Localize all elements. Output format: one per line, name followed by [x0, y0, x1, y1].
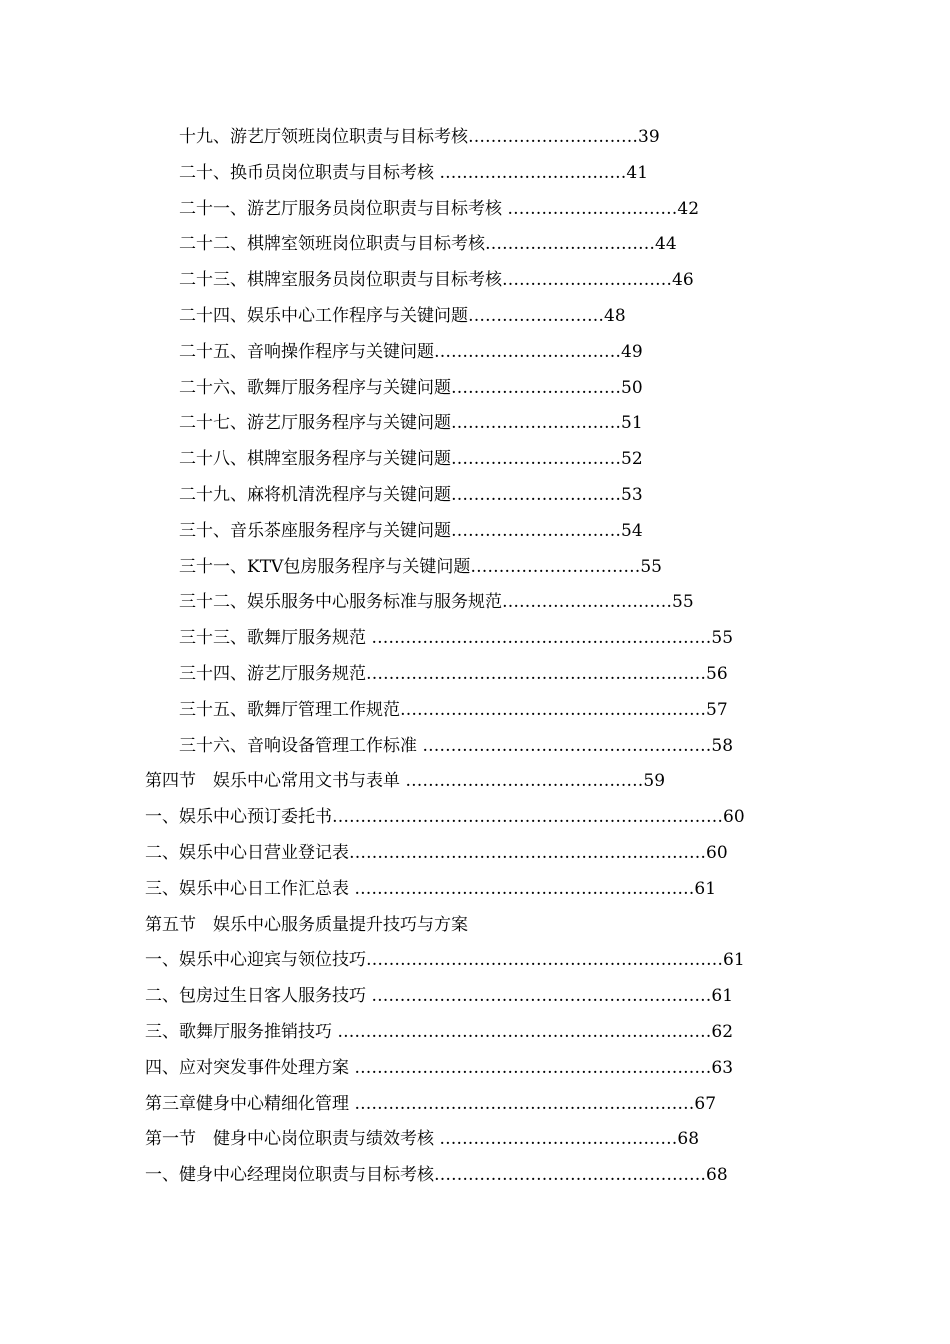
toc-entry — [0, 943, 950, 979]
toc-entry-text: 第五节 娱乐中心服务质量提升技巧与方案 — [145, 914, 468, 935]
toc-entry-text: 三十六、音响设备管理工作标准 ……………………………………………58 — [179, 735, 734, 756]
toc-entry-text: 第三章健身中心精细化管理 ……………………………………………………67 — [145, 1093, 717, 1114]
toc-entry — [0, 979, 950, 1015]
toc-entry-text: 二十七、游艺厅服务程序与关键问题…………………………51 — [179, 413, 643, 434]
toc-entry-text: 三十三、歌舞厅服务规范 ……………………………………………………55 — [179, 628, 734, 649]
toc-entry-text: 三十五、歌舞厅管理工作规范………………………………………………57 — [179, 699, 728, 720]
toc-entry-text: 二十六、歌舞厅服务程序与关键问题…………………………50 — [179, 377, 643, 398]
toc-entry — [0, 299, 950, 335]
toc-entry — [0, 1087, 950, 1123]
toc-entry-text: 三十一、KTV包房服务程序与关键问题…………………………55 — [179, 556, 662, 577]
toc-entry — [0, 478, 950, 514]
toc-entry — [0, 1158, 950, 1194]
toc-entry — [0, 621, 950, 657]
toc-entry — [0, 550, 950, 586]
toc-entry-text: 二十、换币员岗位职责与目标考核 ……………………………41 — [179, 162, 649, 183]
toc-entry — [0, 156, 950, 192]
toc-entry-text: 三十、音乐茶座服务程序与关键问题…………………………54 — [179, 520, 643, 541]
toc-entry — [0, 657, 950, 693]
toc-entry-text: 一、娱乐中心迎宾与领位技巧………………………………………………………61 — [145, 950, 745, 971]
toc-entry — [0, 908, 950, 944]
toc-entry — [0, 729, 950, 765]
toc-entry-text: 二十三、棋牌室服务员岗位职责与目标考核…………………………46 — [179, 270, 694, 291]
toc-entry-text: 二十八、棋牌室服务程序与关键问题…………………………52 — [179, 449, 643, 470]
toc-entry — [0, 872, 950, 908]
toc-entry — [0, 1051, 950, 1087]
toc-entry — [0, 1122, 950, 1158]
toc-entry — [0, 693, 950, 729]
toc-entry-text: 十九、游艺厅领班岗位职责与目标考核…………………………39 — [179, 127, 660, 147]
toc-entry-text: 三、歌舞厅服务推销技巧 …………………………………………………………62 — [145, 1021, 734, 1042]
toc-entry — [0, 263, 950, 299]
toc-entry — [0, 585, 950, 621]
toc-entry — [0, 442, 950, 478]
toc-entry-text: 一、健身中心经理岗位职责与目标考核…………………………………………68 — [145, 1165, 728, 1186]
toc-entry — [0, 335, 950, 371]
toc-entry-text: 二十九、麻将机清洗程序与关键问题…………………………53 — [179, 484, 643, 505]
toc-entry-text: 一、娱乐中心预订委托书……………………………………………………………60 — [145, 807, 745, 828]
toc-entry — [0, 120, 950, 156]
toc-entry — [0, 764, 950, 800]
toc-entry — [0, 800, 950, 836]
toc-entry — [0, 406, 950, 442]
toc-entry — [0, 227, 950, 263]
toc-entry-text: 二十一、游艺厅服务员岗位职责与目标考核 …………………………42 — [179, 198, 700, 219]
toc-entry-text: 第四节 娱乐中心常用文书与表单 ……………………………………59 — [145, 771, 666, 792]
toc-entry — [0, 514, 950, 550]
toc-entry-text: 三十二、娱乐服务中心服务标准与服务规范…………………………55 — [179, 592, 694, 613]
table-of-contents — [0, 120, 950, 1194]
toc-entry-text: 四、应对突发事件处理方案 ………………………………………………………63 — [145, 1057, 734, 1078]
toc-entry-text: 三、娱乐中心日工作汇总表 ……………………………………………………61 — [145, 878, 717, 899]
toc-entry-text: 二十四、娱乐中心工作程序与关键问题……………………48 — [179, 305, 626, 326]
toc-entry — [0, 836, 950, 872]
toc-entry-text: 二十二、棋牌室领班岗位职责与目标考核…………………………44 — [179, 234, 677, 255]
toc-entry-text: 三十四、游艺厅服务规范……………………………………………………56 — [179, 663, 728, 684]
toc-entry — [0, 371, 950, 407]
toc-entry-text: 二十五、音响操作程序与关键问题……………………………49 — [179, 341, 643, 362]
toc-entry-text: 二、包房过生日客人服务技巧 ……………………………………………………61 — [145, 986, 734, 1007]
toc-entry-text: 第一节 健身中心岗位职责与绩效考核 ……………………………………68 — [145, 1129, 700, 1150]
toc-entry — [0, 192, 950, 228]
toc-entry-text: 二、娱乐中心日营业登记表………………………………………………………60 — [145, 842, 728, 863]
toc-entry — [0, 1015, 950, 1051]
